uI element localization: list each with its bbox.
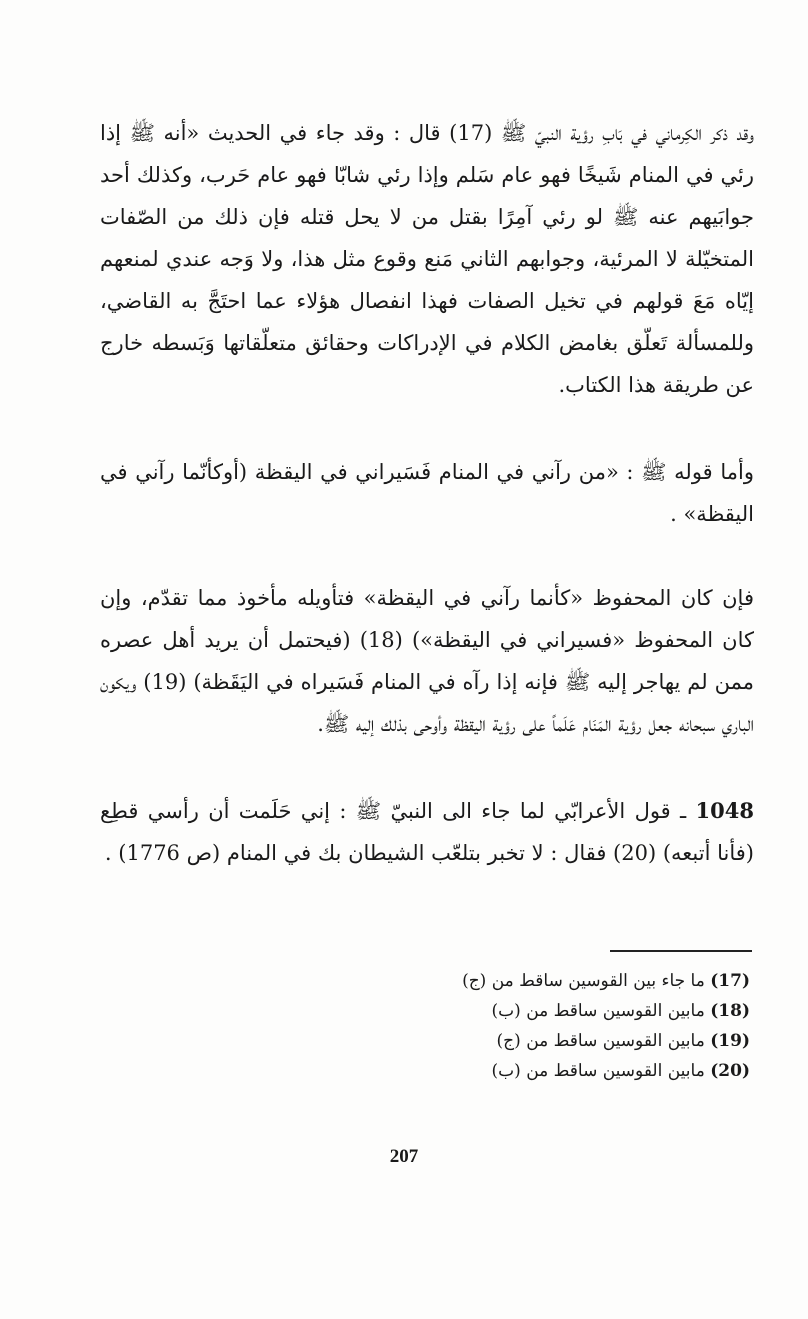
footnote-18 [300, 996, 750, 1026]
footnote-number: (19) [710, 1031, 750, 1051]
footnotes [300, 966, 750, 1086]
paragraph-hadith-quote: وأما قوله ﷺ : «من رآني في المنام فَسَيراني في اليقظة (أوكأنّما رآني في اليقظة» . [100, 460, 754, 526]
footnote-text: ما جاء بين القوسين ساقط من (ج) [462, 971, 711, 991]
footnote-number: (20) [710, 1061, 750, 1081]
paragraph-1048 [100, 790, 754, 874]
footnote-separator [610, 950, 752, 952]
footnote-17 [300, 966, 750, 996]
entry-text: ـ قول الأعرابّي لما جاء الى النبيّ ﷺ : إني حَلَمت أن رأسي قطِع (فأنا أتبعه) (20) فقال : لا تخبر بتلعّب الشيطان بك في المنام (ص 1776) . [100, 799, 754, 865]
page-number: 207 [389, 1146, 419, 1167]
footnote-text: مابين القوسين ساقط من (ج) [496, 1031, 711, 1051]
footnote-number: (18) [710, 1001, 750, 1021]
footnote-text: مابين القوسين ساقط من (ب) [491, 1001, 711, 1021]
footnote-20 [300, 1056, 750, 1086]
entry-number: 1048 [695, 798, 754, 823]
footnote-text: مابين القوسين ساقط من (ب) [491, 1061, 711, 1081]
footnote-19 [300, 1026, 750, 1056]
paragraph-kirmani: وقد ذكر الكِرماني في بَابِ رؤية النبيّ ﷺ (17) قال : وقد جاء في الحديث «أنه ﷺ إذا رئي في المنام شَيخًا فهو عام سَلم وإذا رئي شابّا فهو عام حَرب، وكذلك أحد جوابَيهم عنه ﷺ لو رئي آمِرًا بقتل من لا يحل قتله فإن ذلك من الصّفات المتخيّلة لا المرئية، وجوابهم الثاني مَنع وقوع مثل هذا، ولا وَجه عندي لمنعهم إيّاه مَعَ قولهم في تخيل الصفات فهذا انفصال هؤلاء عما احتَجَّ به القاضي، وللمسألة تَعلّق بغامض الكلام في الإدراكات وحقائق متعلّقاتها وَبَسطه خارج عن طريقة هذا الكتاب. [100, 121, 754, 397]
footnote-number: (17) [710, 971, 750, 991]
paragraph-interpretation: فإن كان المحفوظ «كأنما رآني في اليقظة» فتأويله مأخوذ مما تقدّم، وإن كان المحفوظ «فسيراني في اليقظة») (18) (فيحتمل أن يريد أهل عصره ممن لم يهاجر إليه ﷺ فإنه إذا رآه في المنام فَسَيراه في اليَقَظة) (19) ويكون الباري سبحانه جعل رؤية المَنَام عَلَماً على رؤية اليقظة وأوحى بذلك إليه ﷺ. [100, 586, 754, 736]
